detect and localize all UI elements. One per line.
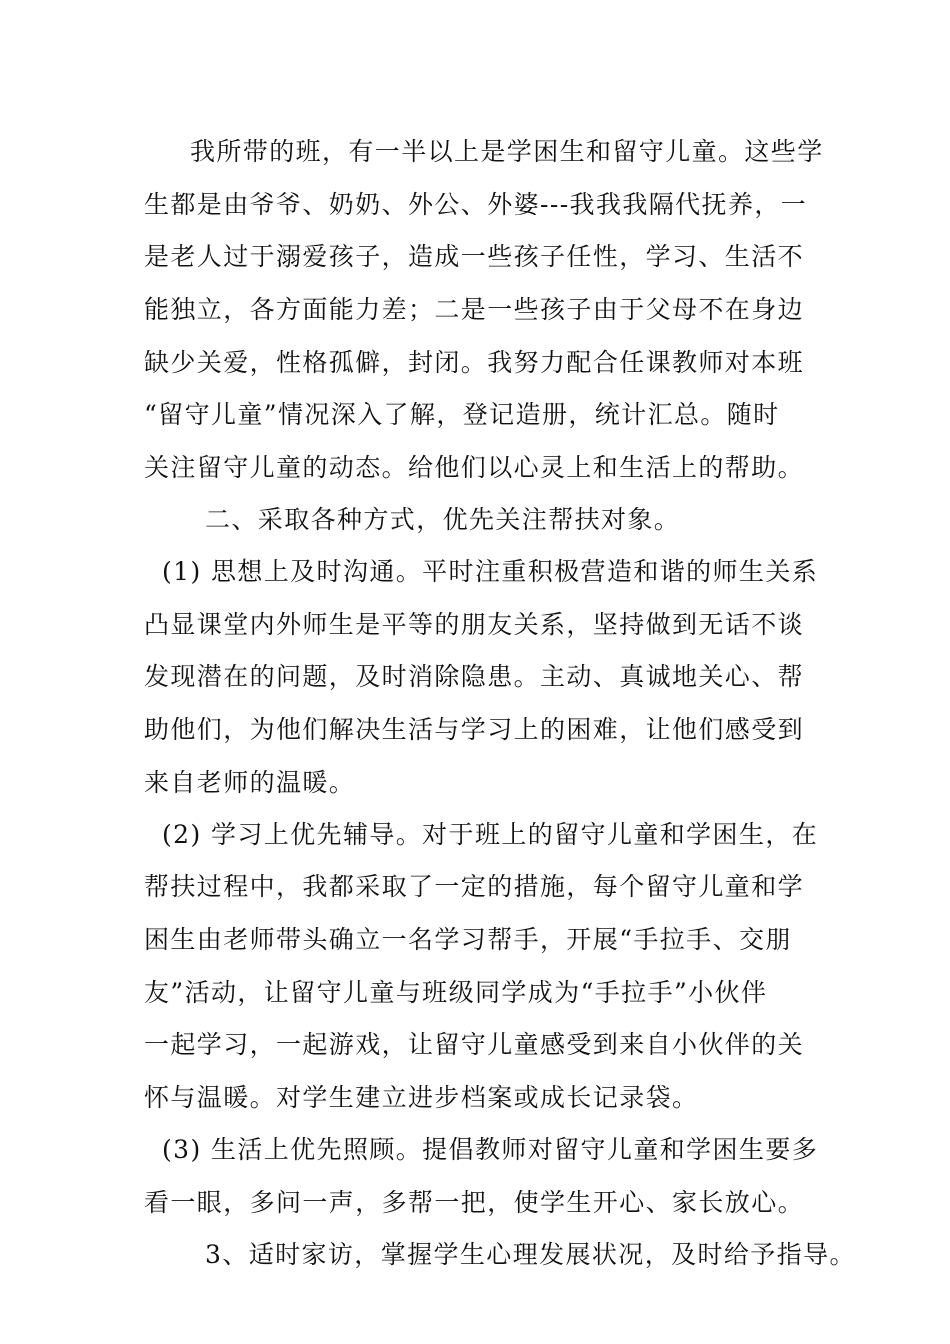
text-line: 友”活动，让留守儿童与班级同学成为“手拉手”小伙伴 [144, 978, 768, 1007]
text-line: 发现潜在的问题，及时消除隐患。主动、真诚地关心、帮 [144, 662, 805, 691]
text-line: 关注留守儿童的动态。给他们以心灵上和生活上的帮助。 [144, 453, 805, 482]
list-item-heading: (1) 思想上及时沟通。平时注重积极营造和谐的师生关系 [162, 557, 819, 586]
text-line: “留守儿童”情况深入了解，登记造册，统计汇总。随时 [144, 400, 780, 429]
text-line: 生都是由爷爷、奶奶、外公、外婆---我我我隔代抚养，一 [144, 190, 808, 219]
text-line: 助他们，为他们解决生活与学习上的困难，让他们感受到 [144, 715, 805, 744]
text-line: 我所带的班，有一半以上是学困生和留守儿童。这些学 [190, 137, 824, 166]
text-line: 困生由老师带头确立一名学习帮手，开展“手拉手、交朋 [144, 925, 792, 954]
text-line: 看一眼，多问一声，多帮一把，使学生开心、家长放心。 [144, 1188, 805, 1217]
section-heading: 3、适时家访，掌握学生心理发展状况，及时给予指导。 [205, 1240, 856, 1269]
text-line: 一起学习，一起游戏，让留守儿童感受到来自小伙伴的关 [144, 1030, 805, 1059]
text-line: 来自老师的温暖。 [144, 768, 356, 797]
text-line: 帮扶过程中，我都采取了一定的措施，每个留守儿童和学 [144, 872, 805, 901]
text-line: 能独立，各方面能力差；二是一些孩子由于父母不在身边 [144, 295, 805, 324]
text-line: 是老人过于溺爱孩子，造成一些孩子任性，学习、生活不 [144, 242, 805, 271]
list-item-heading: (2) 学习上优先辅导。对于班上的留守儿童和学困生，在 [162, 820, 819, 849]
text-line: 缺少关爱，性格孤僻，封闭。我努力配合任课教师对本班 [144, 348, 805, 377]
section-heading: 二、采取各种方式，优先关注帮扶对象。 [205, 505, 681, 534]
text-line: 凸显课堂内外师生是平等的朋友关系，坚持做到无话不谈 [144, 610, 805, 639]
text-line: 怀与温暖。对学生建立进步档案或成长记录袋。 [144, 1083, 699, 1112]
list-item-heading: (3) 生活上优先照顾。提倡教师对留守儿童和学困生要多 [162, 1135, 819, 1164]
